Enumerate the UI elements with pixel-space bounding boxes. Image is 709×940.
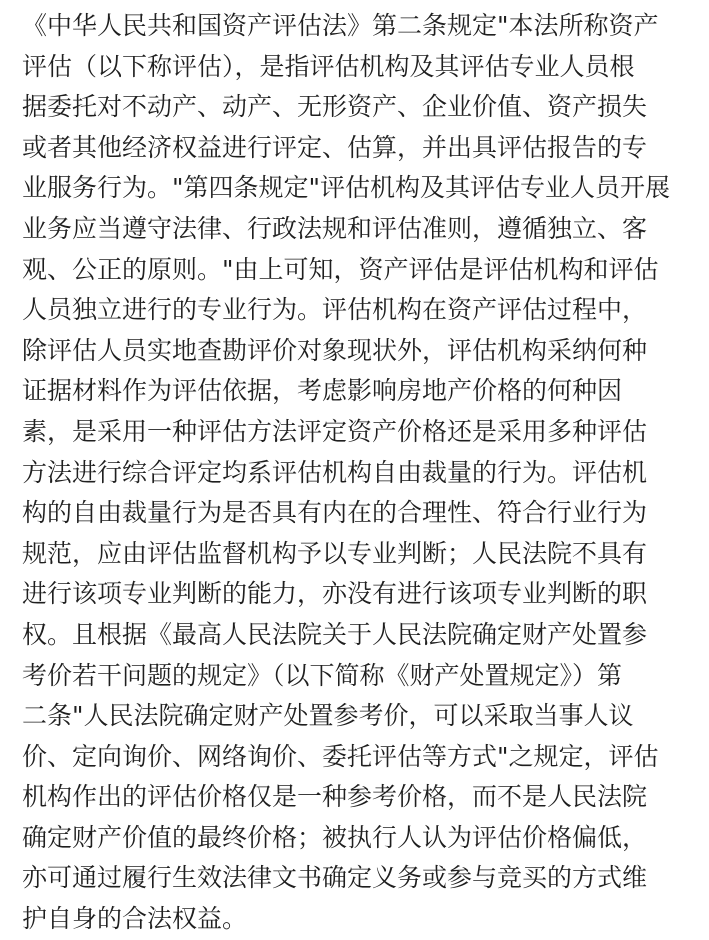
text-line: 价、定向询价、网络询价、委托评估等方式"之规定，评估 bbox=[22, 741, 659, 771]
text-line: 评估（以下称评估），是指评估机构及其评估专业人员根 bbox=[22, 51, 635, 81]
text-line: 据委托对不动产、动产、无形资产、企业价值、资产损失 bbox=[22, 92, 648, 122]
text-line: 业服务行为。"第四条规定"评估机构及其评估专业人员开展 bbox=[22, 173, 671, 203]
text-line: 亦可通过履行生效法律文书确定义务或参与竞买的方式维 bbox=[22, 863, 648, 893]
text-line: 方法进行综合评定均系评估机构自由裁量的行为。评估机 bbox=[22, 457, 648, 487]
text-line: 素，是采用一种评估方法评定资产价格还是采用多种评估 bbox=[22, 416, 648, 446]
text-line: 证据材料作为评估依据，考虑影响房地产价格的何种因 bbox=[22, 376, 623, 406]
text-line: 机构作出的评估价格仅是一种参考价格，而不是人民法院 bbox=[22, 782, 648, 812]
text-line: 除评估人员实地查勘评价对象现状外，评估机构采纳何种 bbox=[22, 335, 648, 365]
text-line: 二条"人民法院确定财产处置参考价，可以采取当事人议 bbox=[22, 701, 634, 731]
text-line: 考价若干问题的规定》（以下简称《财产处置规定》）第 bbox=[22, 660, 623, 690]
text-line: 进行该项专业判断的能力，亦没有进行该项专业判断的职 bbox=[22, 579, 648, 609]
text-line: 权。且根据《最高人民法院关于人民法院确定财产处置参 bbox=[22, 619, 648, 649]
text-line: 业务应当遵守法律、行政法规和评估准则，遵循独立、客 bbox=[22, 213, 648, 243]
text-line: 规范，应由评估监督机构予以专业判断；人民法院不具有 bbox=[22, 538, 648, 568]
text-line: 或者其他经济权益进行评定、估算，并出具评估报告的专 bbox=[22, 132, 648, 162]
text-line: 构的自由裁量行为是否具有内在的合理性、符合行业行为 bbox=[22, 498, 648, 528]
text-line: 人员独立进行的专业行为。评估机构在资产评估过程中， bbox=[22, 295, 648, 325]
text-line: 《中华人民共和国资产评估法》第二条规定"本法所称资产 bbox=[22, 11, 659, 40]
text-line: 确定财产价值的最终价格；被执行人认为评估价格偏低， bbox=[22, 822, 648, 852]
text-line: 护自身的合法权益。 bbox=[22, 904, 248, 934]
text-line: 观、公正的原则。"由上可知，资产评估是评估机构和评估 bbox=[22, 254, 659, 284]
